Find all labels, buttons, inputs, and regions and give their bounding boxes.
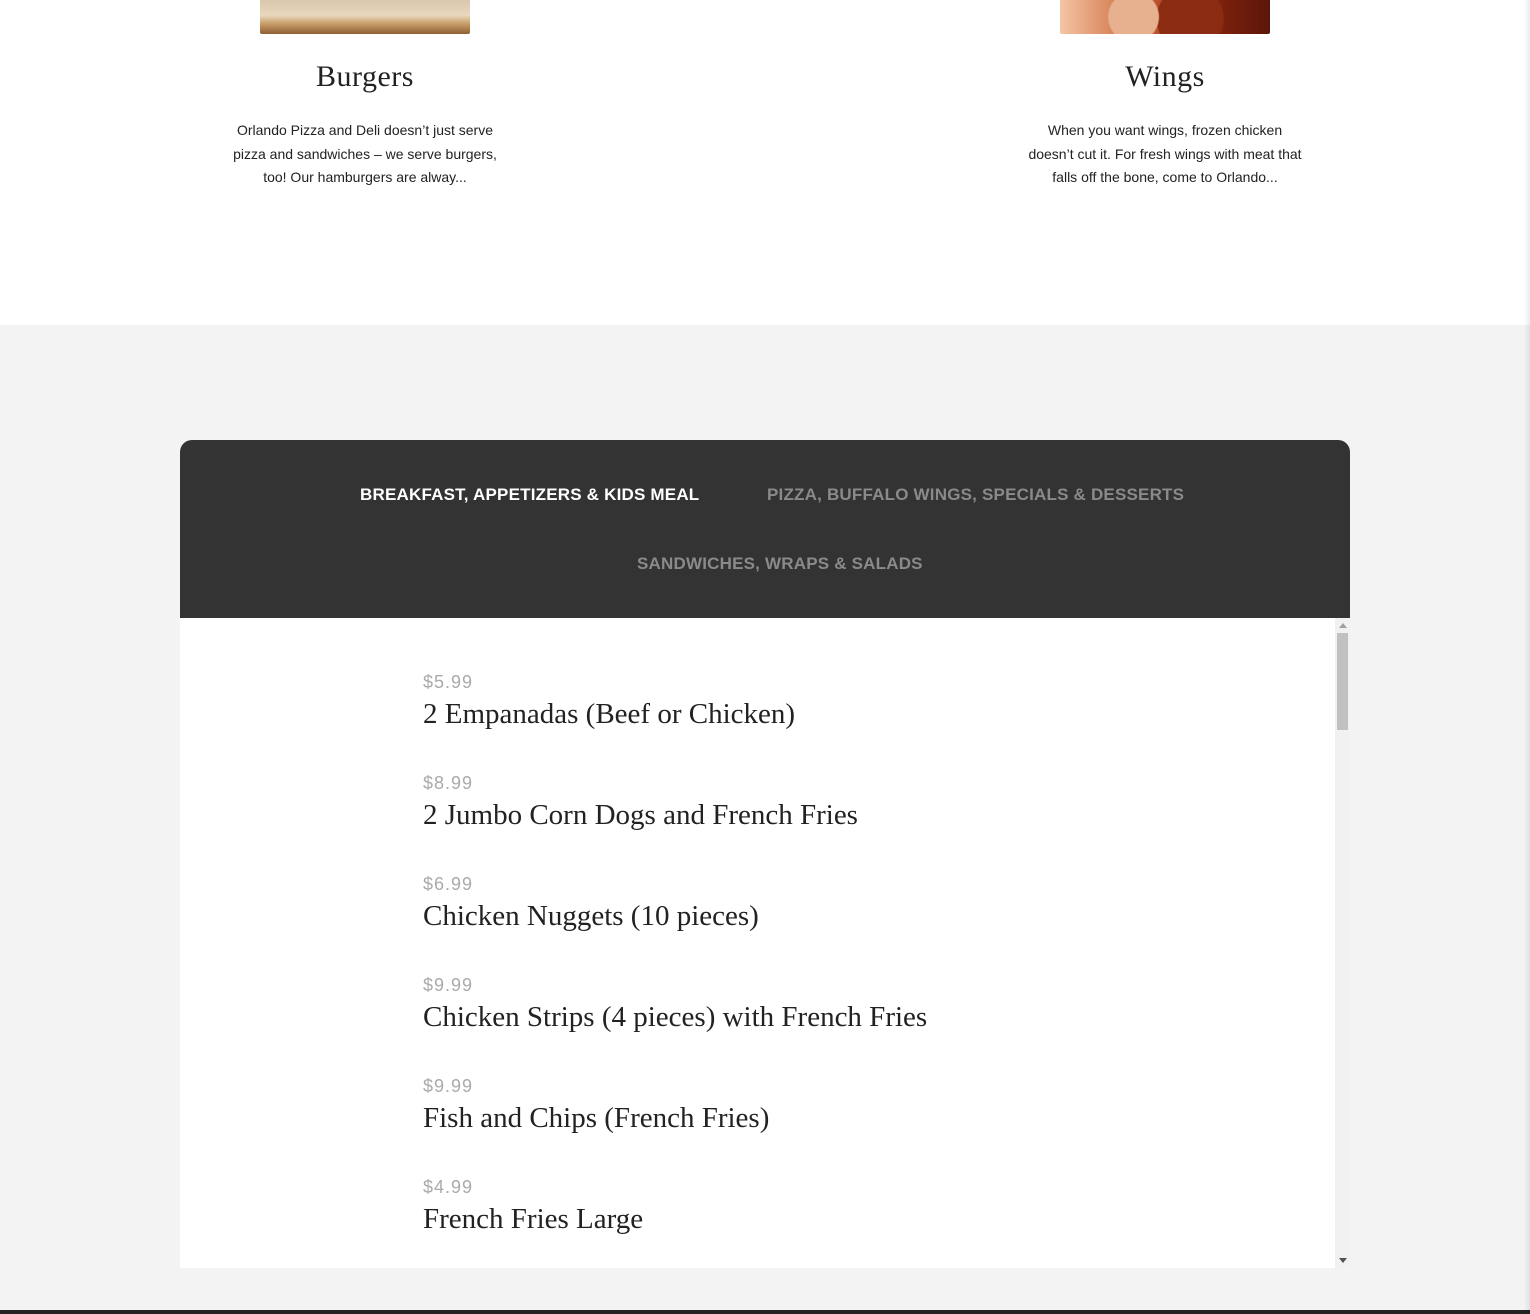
tab-sandwiches-wraps-salads[interactable]: SANDWICHES, WRAPS & SALADS [637,554,923,573]
wings-image[interactable] [1060,0,1270,34]
menu-item [423,771,1303,872]
menu-list [423,670,1303,1268]
menu-item-price: $9.99 [423,975,474,995]
scroll-up-icon[interactable] [1339,623,1347,628]
wings-title[interactable]: Wings [1125,60,1205,93]
tab-pizza-wings-specials-desserts[interactable]: PIZZA, BUFFALO WINGS, SPECIALS & DESSERTS [767,485,1185,504]
burgers-title[interactable]: Burgers [316,60,414,93]
scroll-down-icon[interactable] [1339,1258,1347,1263]
footer-divider [0,1310,1530,1314]
menu-item-name: French Fries Large [423,1203,644,1235]
menu-item-price: $6.99 [423,874,474,894]
menu-scrollbar[interactable] [1335,618,1350,1268]
menu-item [423,670,1303,771]
menu-item-price: $4.99 [423,1177,474,1197]
menu-item-price: $9.99 [423,1076,474,1096]
menu-items-scroll-area[interactable] [180,618,1350,1268]
menu-item-name: 2 Jumbo Corn Dogs and French Fries [423,799,858,831]
menu-item-name: Fish and Chips (French Fries) [423,1102,770,1134]
menu-tabs [180,440,1350,618]
menu-item [423,973,1303,1074]
menu-card [180,440,1350,1268]
burgers-image[interactable] [260,0,470,34]
menu-item-price: $5.99 [423,672,474,692]
burgers-description: Orlando Pizza and Deli doesn’t just serve pizza and sandwiches – we serve burgers, too! Our hamburgers are alway... [233,122,497,185]
menu-item-price: $8.99 [423,773,474,793]
tab-breakfast-appetizers-kids-meal[interactable]: BREAKFAST, APPETIZERS & KIDS MEAL [360,485,700,504]
menu-item-name: Chicken Nuggets (10 pieces) [423,900,759,932]
menu-section [0,325,1530,1314]
scrollbar-thumb[interactable] [1337,633,1348,730]
wings-description: When you want wings, frozen chicken doesn’t cut it. For fresh wings with meat that falls off the bone, come to Orlando... [1028,122,1302,185]
menu-item [423,1175,1303,1268]
menu-item [423,872,1303,973]
wings-feature [1015,0,1315,190]
food-features-section [0,0,1530,325]
menu-item-name: 2 Empanadas (Beef or Chicken) [423,698,796,730]
burgers-feature [215,0,515,190]
menu-item-name: Chicken Strips (4 pieces) with French Fries [423,1001,928,1033]
menu-item [423,1074,1303,1175]
